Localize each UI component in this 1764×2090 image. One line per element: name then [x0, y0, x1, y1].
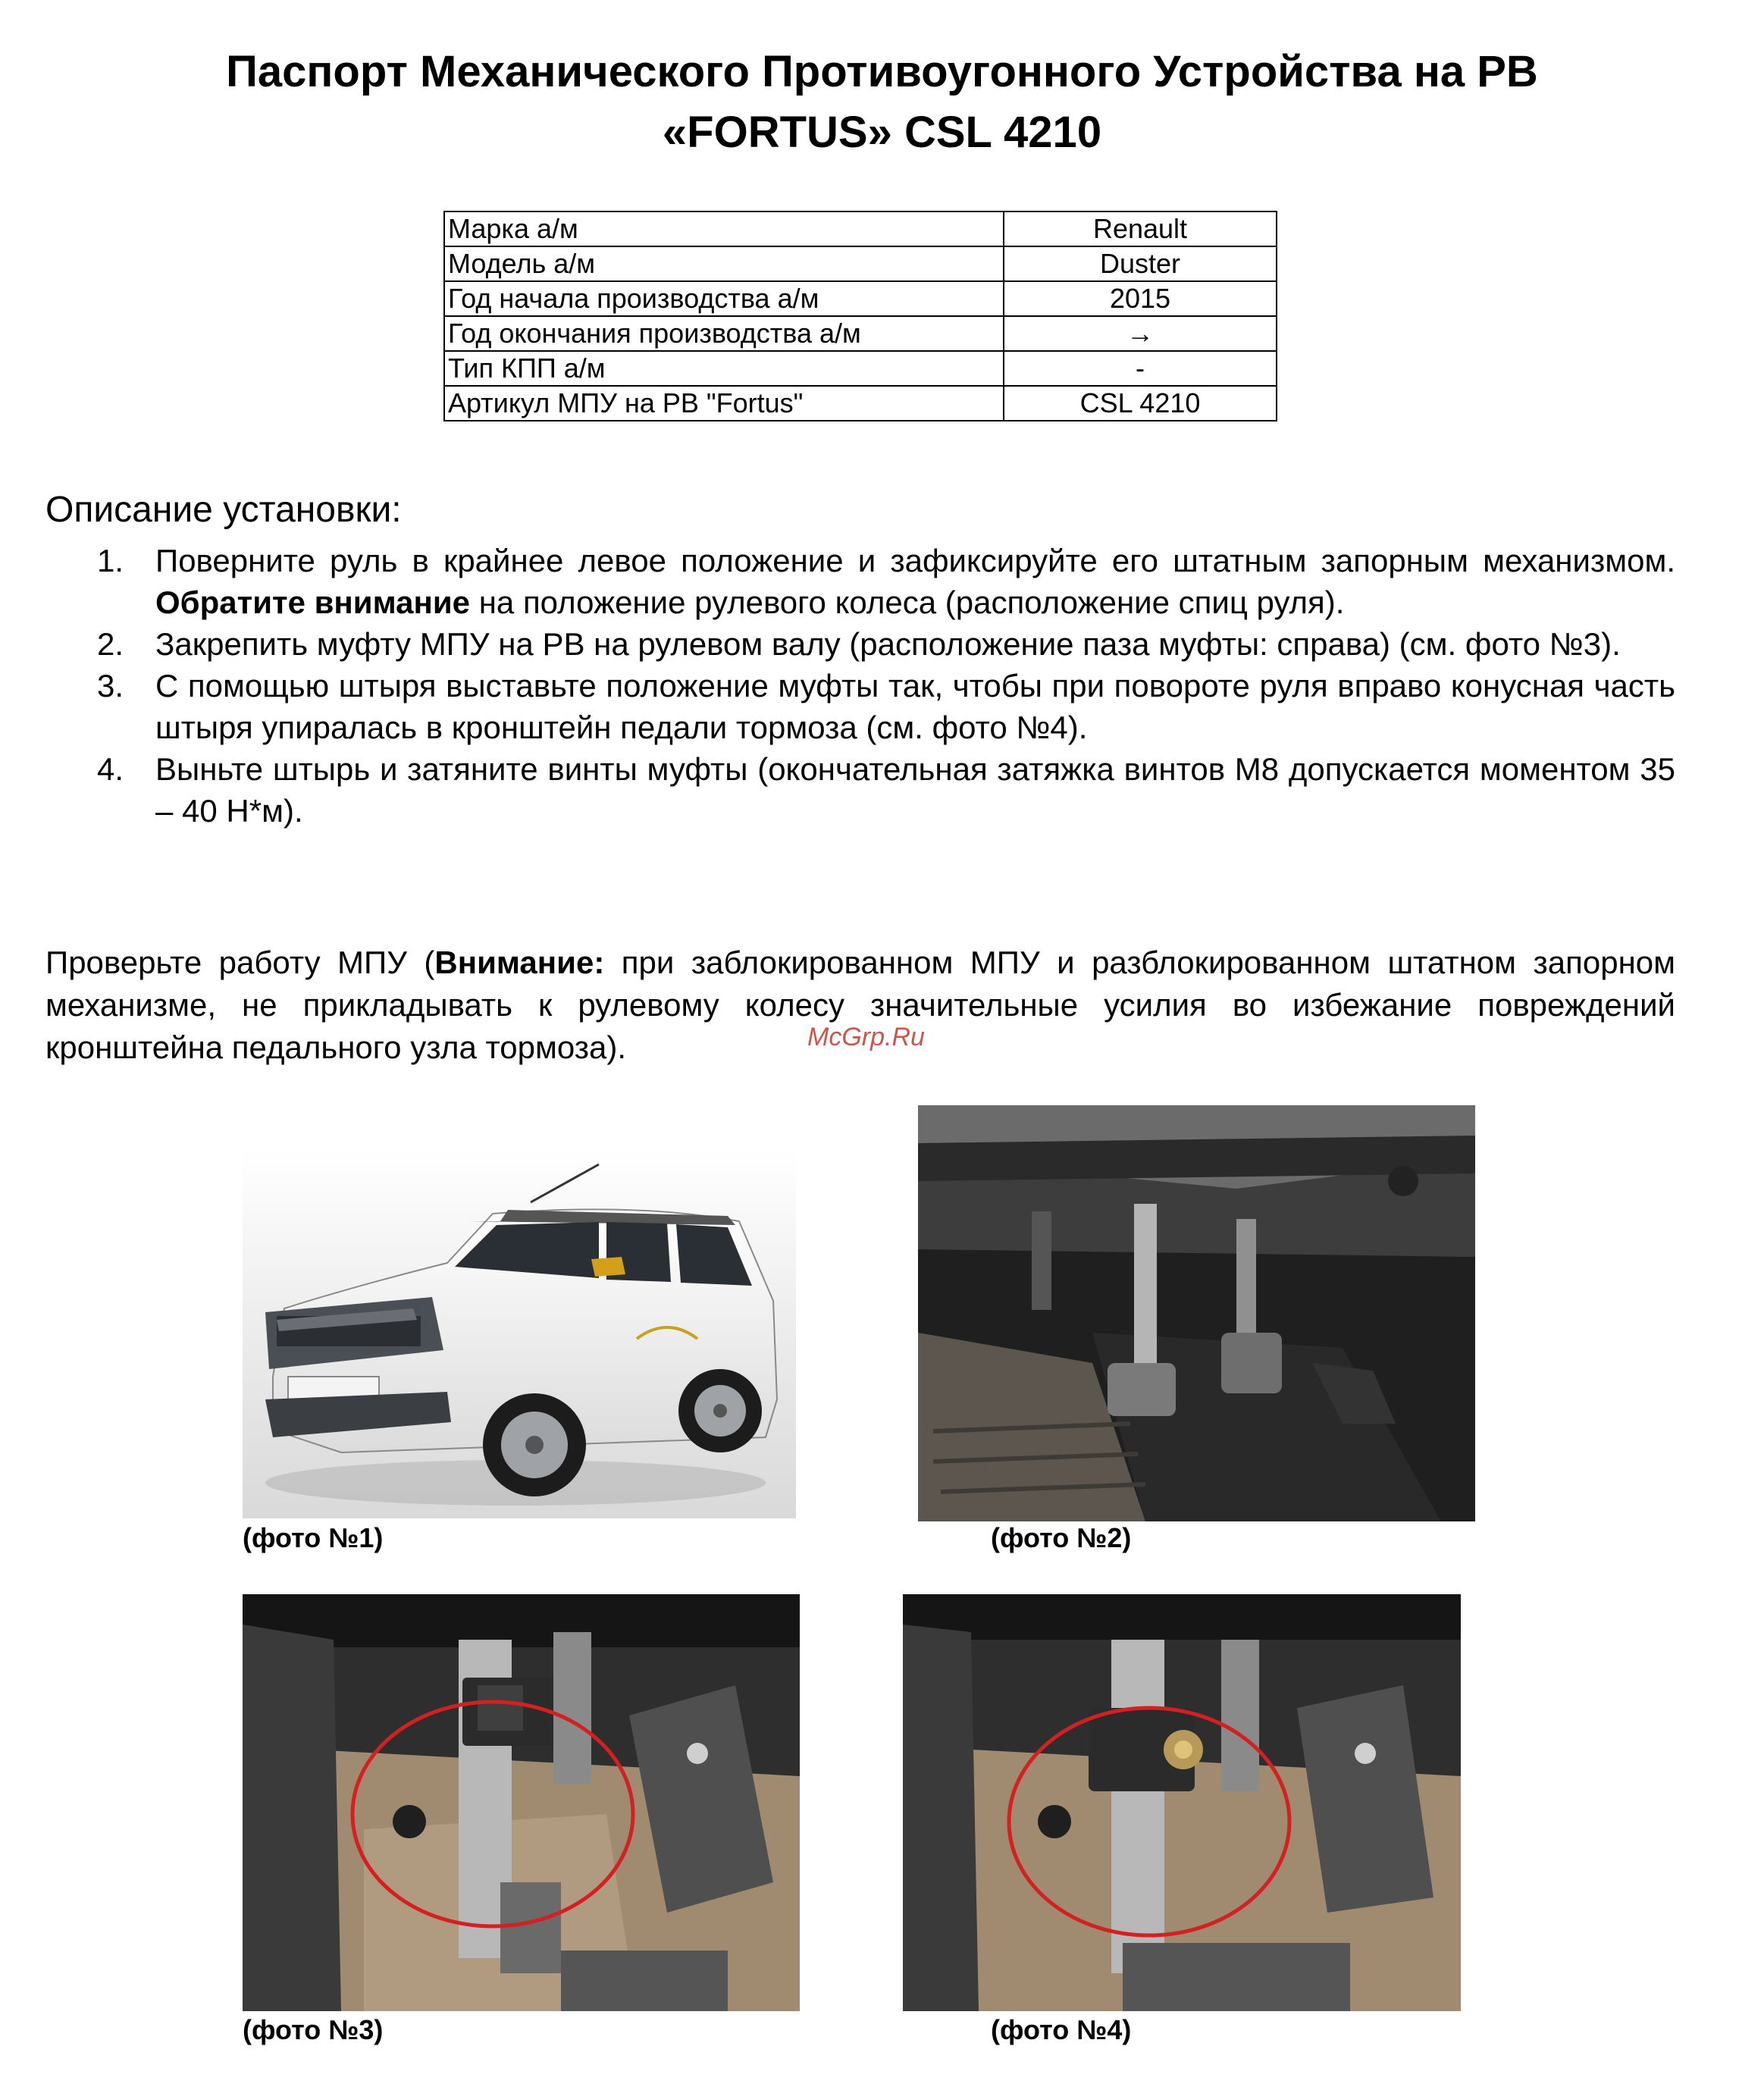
step-number: 4. [97, 751, 124, 787]
photo-car [243, 1149, 796, 1518]
step-text: Выньте штырь и затяните винты муфты (окончательная затяжка винтов М8 допускается моментом 35 – 40 Н*м). [155, 751, 1675, 829]
spec-label: Модель а/м [444, 246, 1004, 281]
list-item [45, 623, 1675, 665]
spec-value: Duster [1004, 246, 1277, 281]
spec-label: Тип КПП а/м [444, 351, 1004, 386]
table-row [444, 281, 1277, 316]
spec-label: Марка а/м [444, 212, 1004, 246]
photo-pin-position [903, 1594, 1461, 2011]
step-number: 1. [97, 543, 124, 578]
install-heading: Описание установки: [45, 490, 402, 530]
photo-4-caption: (фото №4) [991, 2014, 1132, 2045]
photo-3-caption: (фото №3) [243, 2014, 384, 2045]
step-number: 3. [97, 668, 124, 703]
check-text: при заблокированном МПУ и разблокированном штатном запорном механизме, не прикладывать к рулевому колесу значительные усилия во избежание повреждений кронштейна педального узла тормоза). [45, 945, 1675, 1065]
list-item [45, 748, 1675, 832]
car-illustration [243, 1149, 796, 1518]
spec-value: CSL 4210 [1004, 386, 1277, 421]
step-text: на положение рулевого колеса (расположение спиц руля). [470, 584, 1345, 620]
list-item [45, 540, 1675, 623]
step-text: С помощью штыря выставьте положение муфты так, чтобы при повороте руля вправо конусная часть штыря упиралась в кронштейн педали тормоза (см. фото №4). [155, 668, 1675, 745]
photo-1-caption: (фото №1) [243, 1522, 384, 1553]
table-row [444, 212, 1277, 246]
step-text: Закрепить муфту МПУ на РВ на рулевом валу (расположение паза муфты: справа) (см. фото №3). [155, 626, 1621, 662]
check-text: Проверьте работу МПУ ( [45, 945, 435, 980]
spec-value: → [1004, 316, 1277, 351]
photo-pedals [918, 1105, 1475, 1521]
watermark: McGrp.Ru [807, 1023, 925, 1051]
step-number: 2. [97, 626, 124, 662]
spec-label: Артикул МПУ на РВ "Fortus" [444, 386, 1004, 421]
photo-2-caption: (фото №2) [991, 1522, 1132, 1553]
pin-illustration [903, 1594, 1461, 2011]
step-emphasis: Обратите внимание [155, 584, 471, 620]
pedals-illustration [918, 1105, 1475, 1521]
title-line-1: Паспорт Механического Противоугонного Устройства на РВ [226, 47, 1538, 96]
coupling-illustration [243, 1594, 800, 2011]
spec-value: Renault [1004, 212, 1277, 246]
spec-label: Год начала производства а/м [444, 281, 1004, 316]
list-item [45, 665, 1675, 748]
step-text: Поверните руль в крайнее левое положение и зафиксируйте его штатным запорным механизмом. [155, 543, 1675, 578]
install-steps-list [45, 540, 1675, 832]
table-row [444, 386, 1277, 421]
table-row [444, 351, 1277, 386]
title-line-2: «FORTUS» CSL 4210 [662, 108, 1102, 157]
photo-coupling-install [243, 1594, 800, 2011]
table-row [444, 246, 1277, 281]
spec-label: Год окончания производства а/м [444, 316, 1004, 351]
spec-value: 2015 [1004, 281, 1277, 316]
check-emphasis: Внимание: [434, 945, 605, 980]
spec-table [443, 211, 1277, 421]
table-row [444, 316, 1277, 351]
page-title [0, 42, 1764, 163]
spec-value: - [1004, 351, 1277, 386]
